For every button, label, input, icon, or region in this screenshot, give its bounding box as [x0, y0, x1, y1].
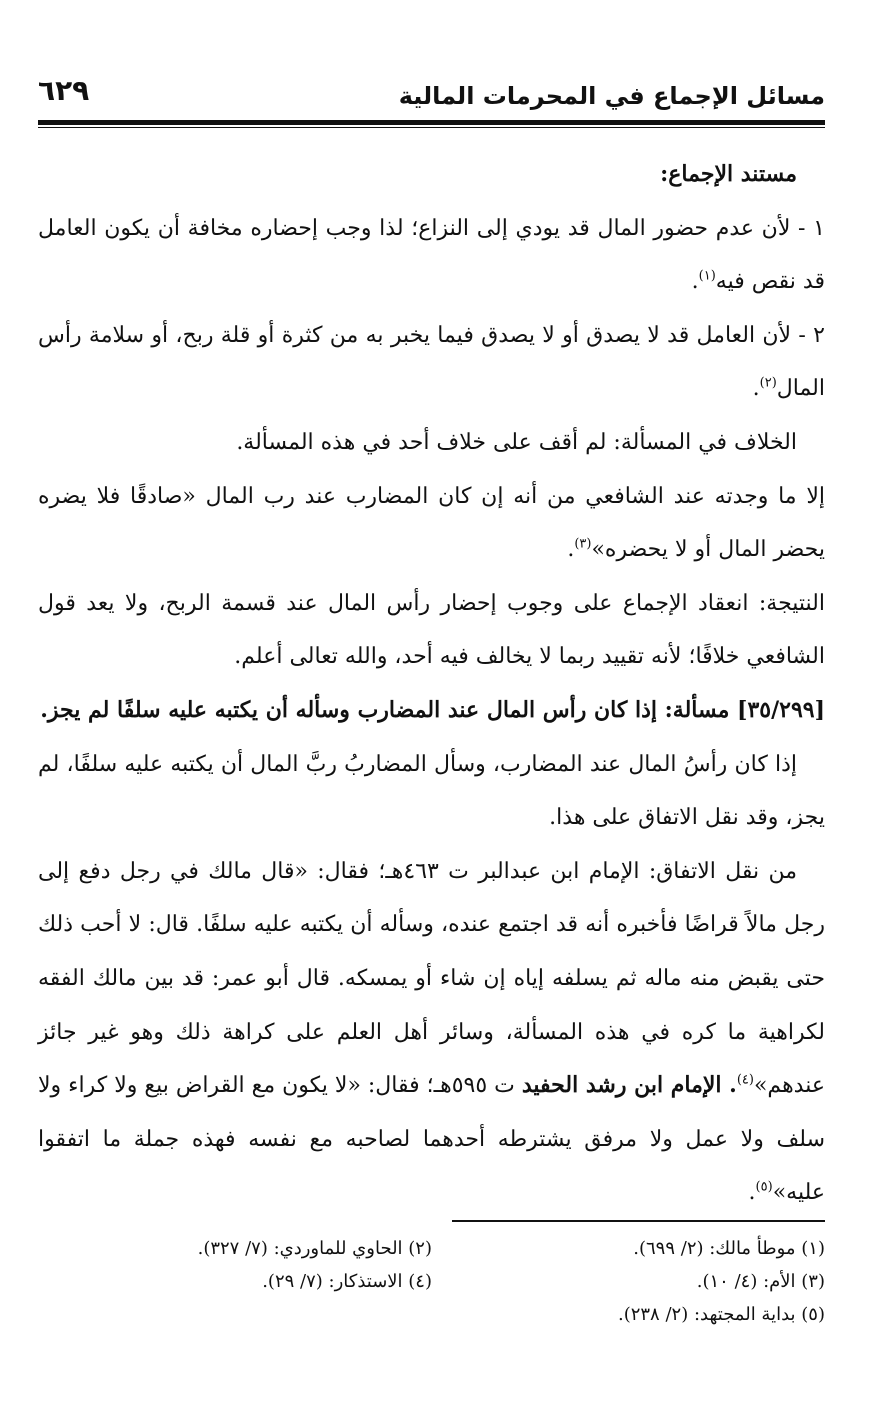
paragraph-shafii-text: إلا ما وجدته عند الشافعي من أنه إن كان المضارب عند رب المال «صادقًا فلا يضره يحضر المال أو لا يحضره»: [38, 483, 825, 563]
footnote-ref-3: (٣): [574, 536, 592, 552]
paragraph-reason-1-end: .: [691, 269, 699, 295]
footnote-ref-5: (٥): [755, 1179, 773, 1195]
paragraph-reason-2-text: ٢ - لأن العامل قد لا يصدق أو لا يصدق فيما يخبر به من كثرة أو قلة ربح، أو سلامة رأس المال: [38, 322, 825, 402]
header-rule: [38, 120, 825, 128]
section-heading-evidence: مستند الإجماع:: [660, 161, 797, 187]
running-header: [38, 70, 825, 116]
paragraph-consensus-end: .: [748, 1180, 756, 1206]
paragraph-reason-1: [38, 202, 825, 309]
page-number: ٦٢٩: [38, 74, 90, 107]
footnote-rule: [452, 1220, 825, 1222]
paragraph-consensus-text-1: من نقل الاتفاق: الإمام ابن عبدالبر ت ٤٦٣هـ؛ فقال: «قال مالك في رجل دفع إلى رجل مالاً قراضًا فأخبره أنه قد اجتمع عنده، وسأله أن يكتبه عليه سلفًا. قال: لا أحب ذلك حتى يقبض منه ماله ثم يسلفه إياه إن شاء أو يمسكه. قال أبو عمر: قد بين مالك الفقه لكراهية ما كره في هذه المسألة، وسائر أهل العلم على كراهة ذلك وهو غير جائز عندهم»: [38, 858, 825, 1099]
footnotes: [38, 1232, 825, 1331]
paragraph-reason-2-end: .: [752, 376, 760, 402]
footnote-1: (١) موطأ مالك: (٢/ ٦٩٩).: [633, 1238, 825, 1259]
paragraph-reason-2: [38, 309, 825, 416]
main-text: [38, 148, 825, 1220]
paragraph-result: النتيجة: انعقاد الإجماع على وجوب إحضار رأس المال عند قسمة الربح، ولا يعد قول الشافعي خلافًا؛ لأنه تقييد ربما لا يخالف فيه أحد، والله تعالى أعلم.: [38, 590, 825, 670]
footnote-ref-1: (١): [698, 268, 716, 284]
footnote-row: [38, 1232, 825, 1265]
footnote-5: (٥) بداية المجتهد: (٢/ ٢٣٨).: [617, 1304, 825, 1325]
footnote-ref-2: (٢): [759, 376, 777, 392]
paragraph-reason-1-text: ١ - لأن عدم حضور المال قد يودي إلى النزاع؛ لذا وجب إحضاره مخافة أن يكون العامل قد نقص فيه: [38, 215, 825, 295]
running-header-title: مسائل الإجماع في المحرمات المالية: [398, 82, 825, 110]
issue-heading: [٣٥/٢٩٩] مسألة: إذا كان رأس المال عند المضارب وسأله أن يكتبه عليه سلفًا لم يجز.: [40, 696, 825, 723]
paragraph-consensus-ibn-rushd: . الإمام ابن رشد الحفيد: [521, 1072, 737, 1099]
footnote-row: [38, 1265, 825, 1298]
paragraph-disagreement: الخلاف في المسألة: لم أقف على خلاف أحد في هذه المسألة.: [236, 429, 797, 455]
footnote-3: (٣) الأم: (٤/ ١٠).: [696, 1271, 825, 1292]
footnote-row: [38, 1298, 825, 1331]
footnote-2: (٢) الحاوي للماوردي: (٧/ ٣٢٧).: [197, 1238, 432, 1259]
paragraph-consensus-source: [38, 845, 825, 1220]
paragraph-shafii-end: .: [567, 537, 575, 563]
paragraph-issue: إذا كان رأسُ المال عند المضارب، وسأل المضاربُ ربَّ المال أن يكتبه عليه سلفًا، لم يجز، وقد نقل الاتفاق على هذا.: [38, 751, 825, 831]
footnote-ref-4: (٤): [736, 1072, 754, 1088]
footnote-4: (٤) الاستذكار: (٧/ ٢٩).: [262, 1271, 432, 1292]
paragraph-shafii: [38, 470, 825, 577]
paragraph-consensus-text-2: ت ٥٩٥هـ؛ فقال: «لا يكون مع القراض بيع ولا كراء ولا سلف ولا عمل ولا مرفق يشترطه أحدهما لصاحبه مع نفسه فهذه جملة ما اتفقوا عليه»: [37, 1073, 825, 1206]
